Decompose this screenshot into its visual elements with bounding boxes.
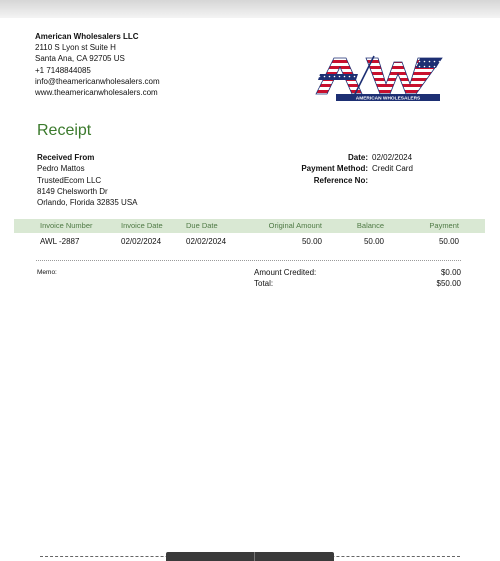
viewer-toolbar[interactable] [166,552,334,561]
viewer-top-bar [0,0,500,18]
table-header [14,219,485,233]
total-label: Total: [254,279,274,288]
company-email: info@theamericanwholesalers.com [35,76,160,86]
receipt-meta [301,152,416,186]
col-due-date: Due Date [186,221,218,230]
cell-due-date: 02/02/2024 [186,237,227,246]
dotted-divider [36,260,461,261]
company-info [35,31,160,98]
memo-label: Memo: [37,269,57,276]
customer-company: TrustedEcom LLC [37,175,102,185]
received-from-label: Received From [37,153,95,162]
meta-method-row [301,163,416,174]
amount-credited-row [254,267,461,278]
company-address-line2: Santa Ana, CA 92705 US [35,54,125,64]
reference-label: Reference No: [313,175,368,185]
meta-ref-row [301,175,416,186]
totals-block [254,267,461,289]
company-phone: +1 7148844085 [35,65,91,75]
amount-credited-value: $0.00 [440,268,461,277]
date-value: 02/02/2024 [372,153,413,162]
payment-method-value: Credit Card [372,164,413,174]
toolbar-separator [254,552,255,561]
reference-value [372,175,416,186]
cell-invoice-number: AWL -2887 [40,237,80,246]
page-title: Receipt [37,122,92,139]
cell-invoice-date: 02/02/2024 [121,237,162,246]
cell-original-amount: 50.00 [301,237,322,246]
company-website: www.theamericanwholesalers.com [35,88,158,98]
col-invoice-number: Invoice Number [40,221,93,230]
company-name: American Wholesalers LLC [35,32,139,41]
total-row [254,278,461,289]
col-payment: Payment [429,221,459,230]
customer-name: Pedro Mattos [37,164,85,174]
col-balance: Balance [356,221,384,230]
col-invoice-date: Invoice Date [121,221,163,230]
date-label: Date: [347,153,368,162]
logo-letter-a [316,58,362,94]
customer-city: Orlando, Florida 32835 USA [37,198,138,208]
received-from-block [37,152,138,208]
amount-credited-label: Amount Credited: [254,268,317,277]
logo-letter-w [366,58,442,94]
company-address-line1: 2110 S Lyon st Suite H [35,43,116,53]
payment-method-label: Payment Method: [301,164,368,174]
total-value: $50.00 [436,279,461,288]
col-original-amount: Original Amount [268,221,322,230]
company-logo [312,54,448,104]
table-row [14,236,485,248]
meta-date-row [301,152,416,163]
logo-tagline: AMERICAN WHOLESALERS [355,96,421,102]
customer-street: 8149 Chelsworth Dr [37,186,108,196]
cell-payment: 50.00 [438,237,459,246]
cell-balance: 50.00 [363,237,384,246]
